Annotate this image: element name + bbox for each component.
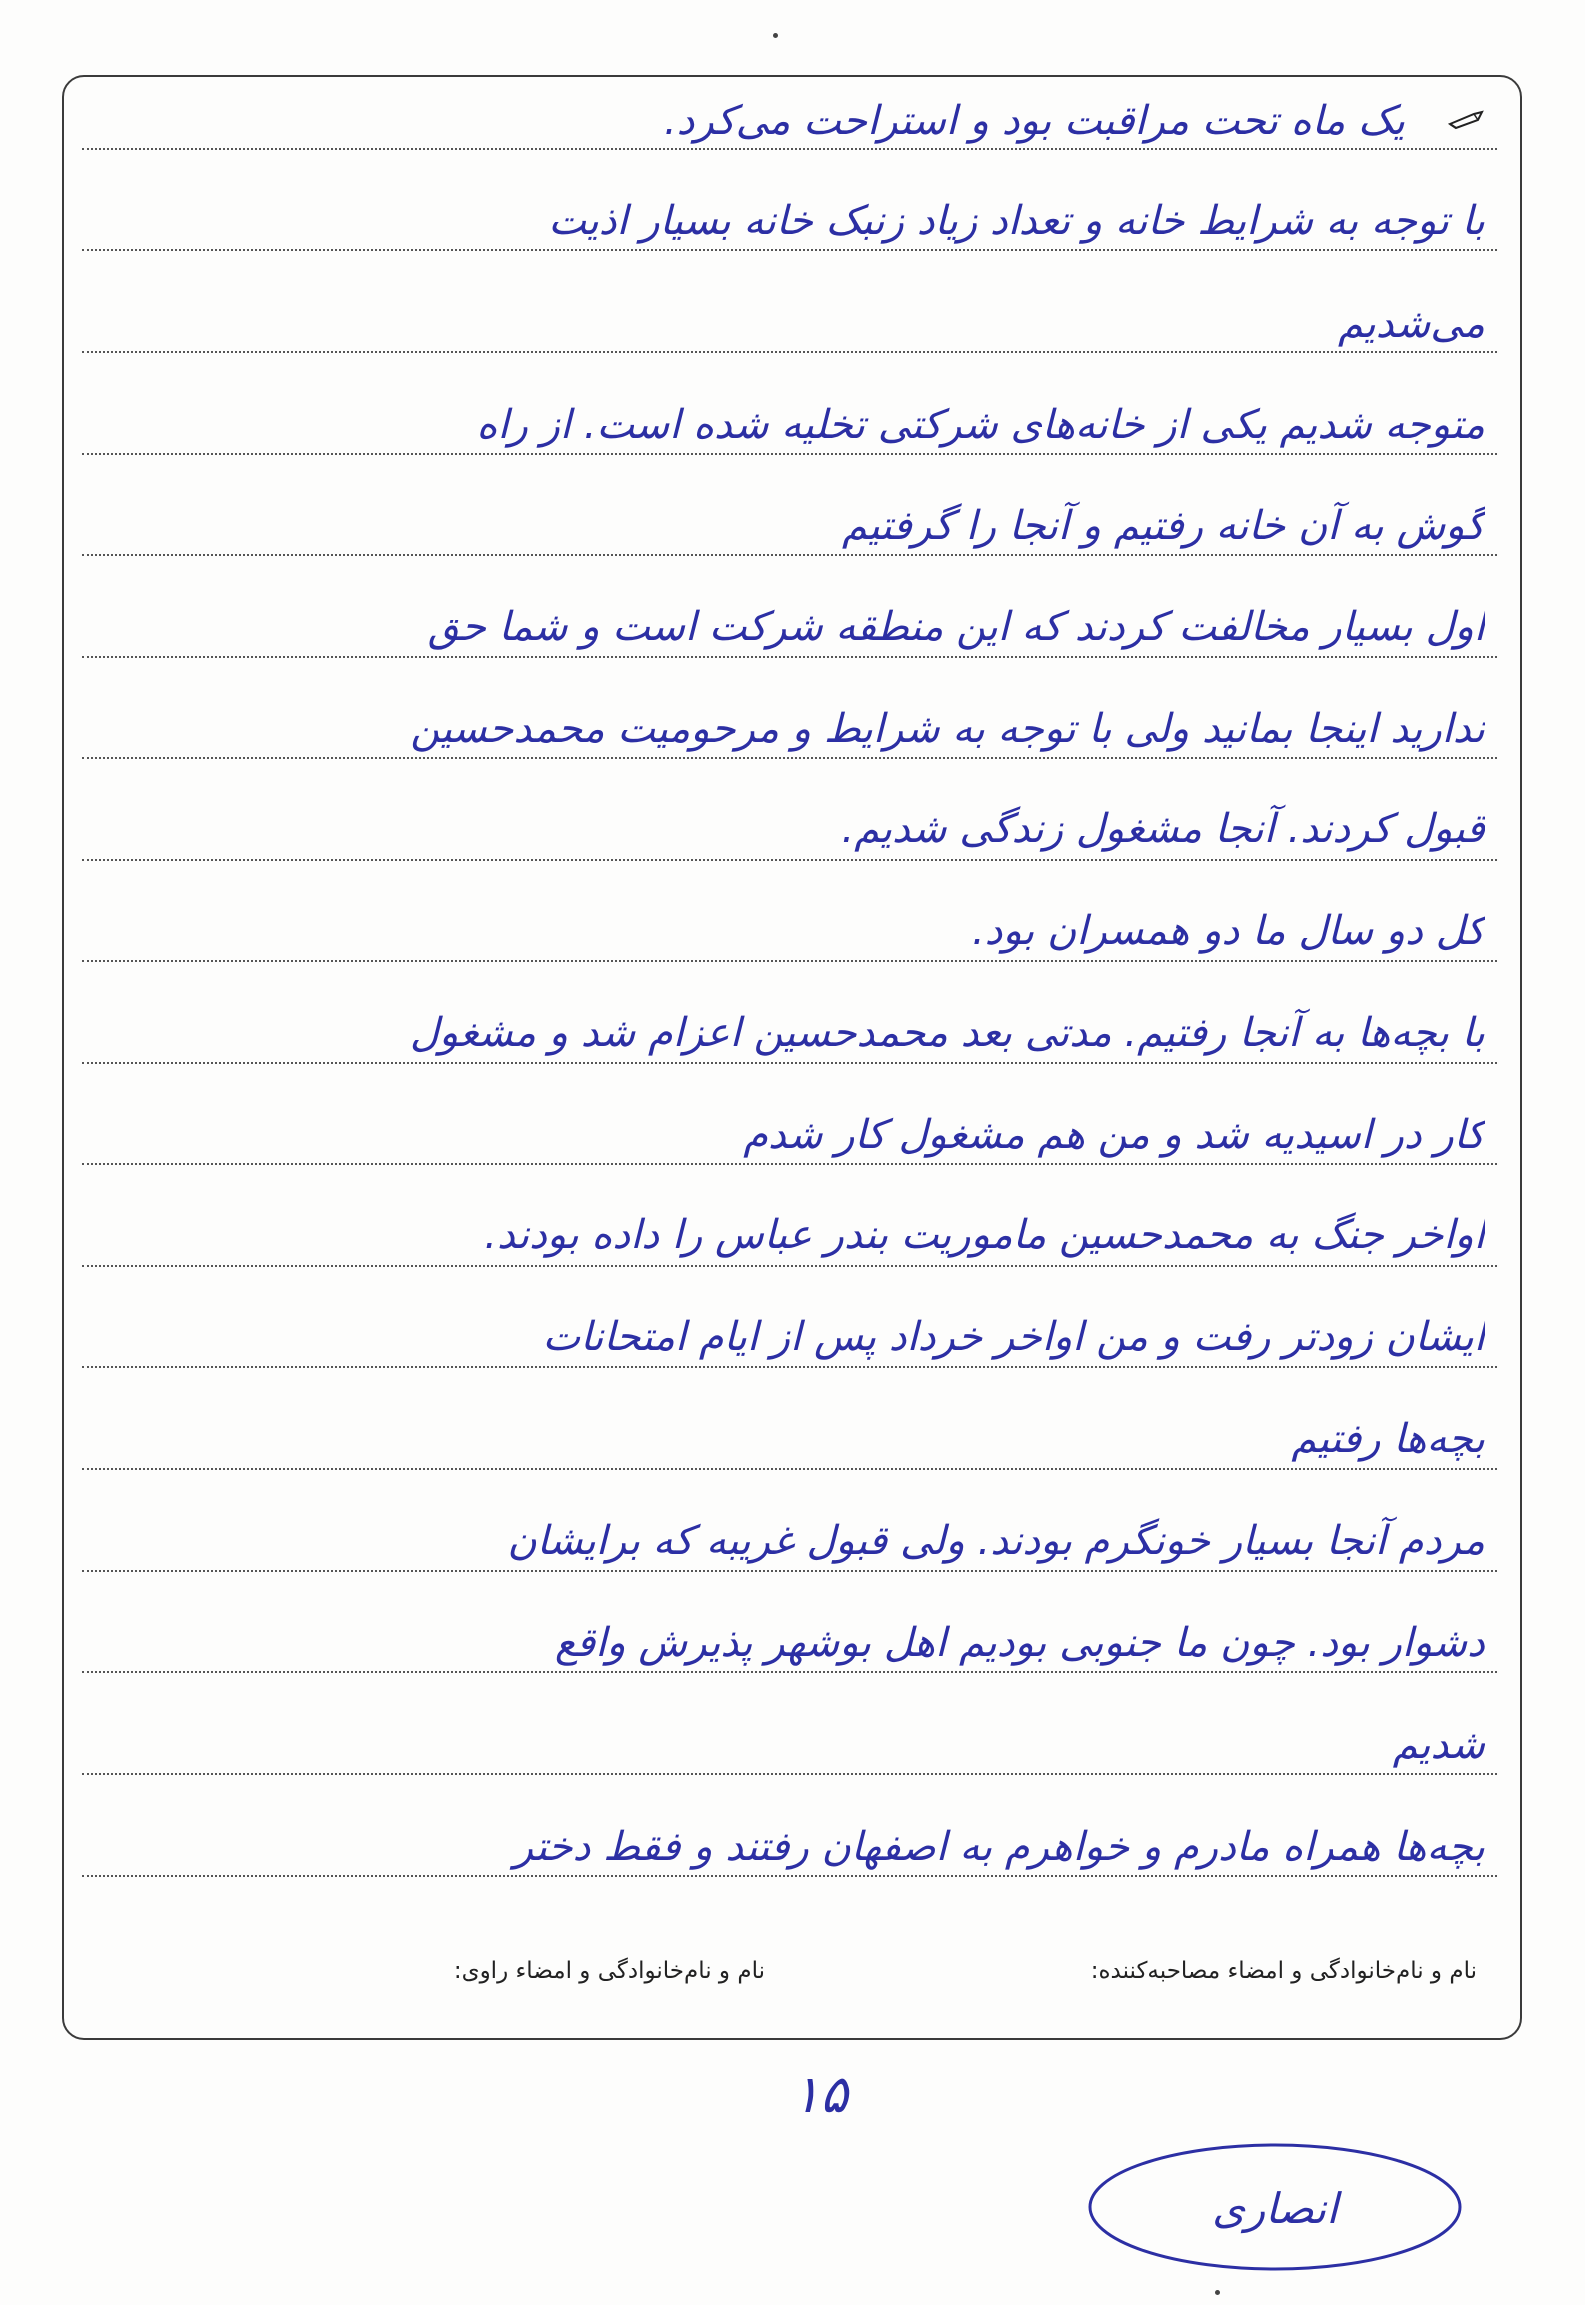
handwritten-line: بچه‌ها رفتیم xyxy=(1291,1416,1485,1462)
signature-stamp xyxy=(1080,2135,1470,2280)
handwritten-line: کار در اسیدیه شد و من هم مشغول کار شدم xyxy=(743,1112,1485,1158)
handwritten-line: دشوار بود. چون ما جنوبی بودیم اهل بوشهر پذیرش واقع xyxy=(554,1620,1485,1666)
handwritten-line: ندارید اینجا بمانید ولی با توجه به شرایط و مرحومیت محمدحسین xyxy=(410,706,1485,752)
handwritten-line: گوش به آن خانه رفتیم و آنجا را گرفتیم xyxy=(841,503,1485,549)
handwritten-line: ایشان زودتر رفت و من اواخر خرداد پس از ایام امتحانات xyxy=(542,1314,1485,1360)
page-number: ۱۵ xyxy=(792,2065,848,2125)
handwritten-line: مردم آنجا بسیار خونگرم بودند. ولی قبول غریبه که برایشان xyxy=(507,1518,1485,1564)
ruled-line xyxy=(82,656,1497,658)
handwritten-line: با توجه به شرایط خانه و تعداد زیاد زنبک خانه بسیار اذیت xyxy=(548,198,1485,244)
signature-text: انصاری xyxy=(1212,2184,1338,2233)
ruled-line xyxy=(82,1570,1497,1572)
handwritten-line: یک ماه تحت مراقبت بود و استراحت می‌کرد. xyxy=(663,98,1405,144)
handwritten-line: کل دو سال ما دو همسران بود. xyxy=(971,908,1485,954)
handwritten-line: بچه‌ها همراه مادرم و خواهرم به اصفهان رفتند و فقط دختر xyxy=(513,1824,1485,1870)
handwritten-line: با بچه‌ها به آنجا رفتیم. مدتی بعد محمدحسین اعزام شد و مشغول xyxy=(409,1010,1485,1056)
ruled-line xyxy=(82,859,1497,861)
handwritten-line: اول بسیار مخالفت کردند که این منطقه شرکت است و شما حق xyxy=(427,604,1485,650)
pen-icon xyxy=(1448,108,1488,130)
ruled-line xyxy=(82,1366,1497,1368)
ruled-line xyxy=(82,1468,1497,1470)
narrator-signature-label: نام و نام‌خانوادگی و امضاء راوی: xyxy=(453,1958,765,1984)
handwritten-line: متوجه شدیم یکی از خانه‌های شرکتی تخلیه شده است. از راه xyxy=(476,402,1485,448)
handwritten-line: قبول کردند. آنجا مشغول زندگی شدیم. xyxy=(841,806,1485,852)
ruled-line xyxy=(82,1265,1497,1267)
scan-speck xyxy=(1215,2290,1220,2295)
handwritten-line: اواخر جنگ به محمدحسین ماموریت بندر عباس را داده بودند. xyxy=(484,1212,1485,1258)
ruled-line xyxy=(82,960,1497,962)
scan-speck xyxy=(773,33,778,38)
ruled-line xyxy=(82,1062,1497,1064)
handwritten-line: می‌شدیم xyxy=(1337,301,1485,347)
interviewer-signature-label: نام و نام‌خانوادگی و امضاء مصاحبه‌کننده: xyxy=(1090,1958,1477,1984)
handwritten-line: شدیم xyxy=(1392,1722,1485,1768)
